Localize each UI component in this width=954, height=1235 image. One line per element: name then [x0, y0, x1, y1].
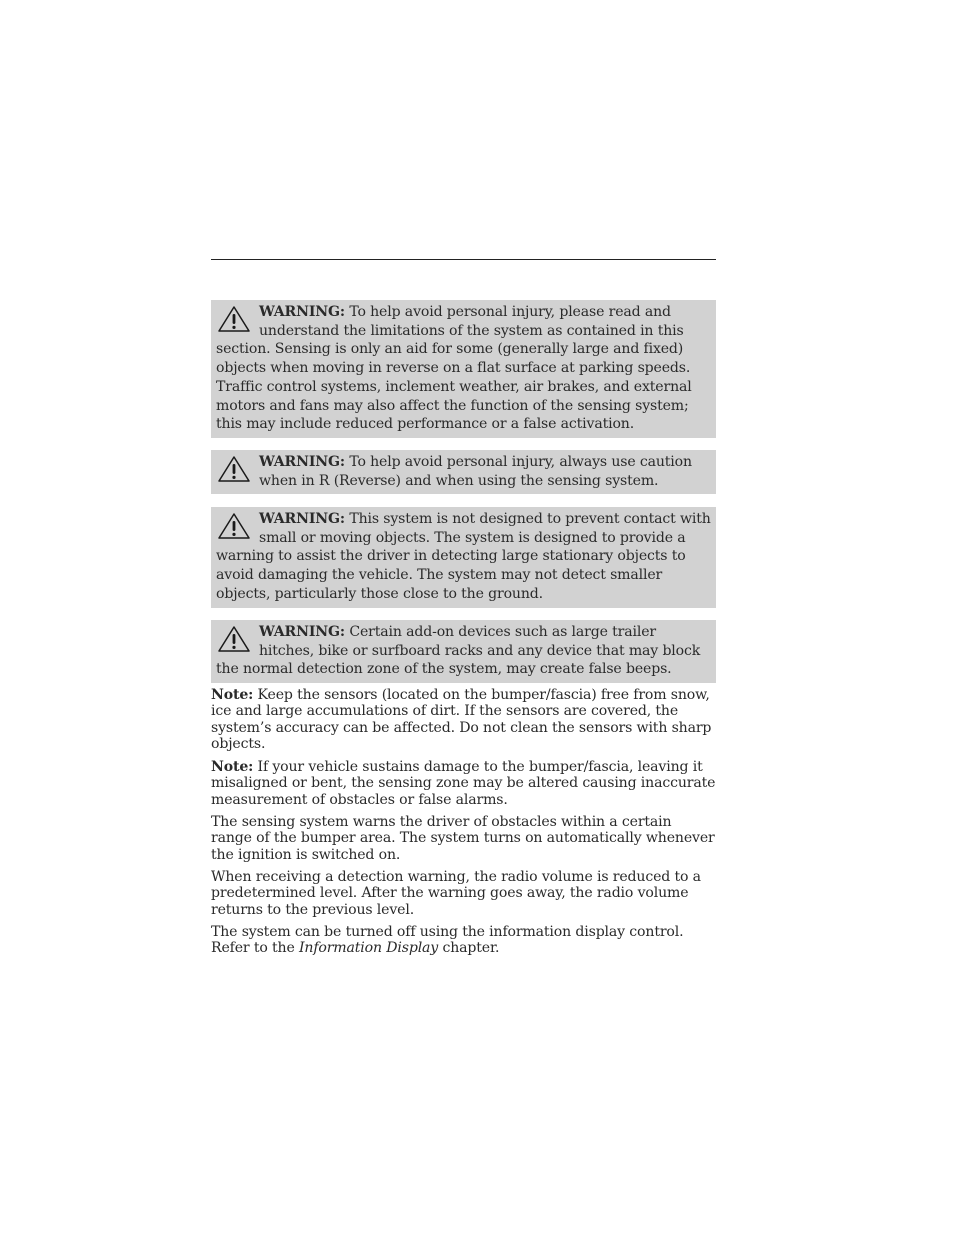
- chapter-reference: Information Display: [298, 940, 439, 957]
- note-label: Note:: [211, 759, 254, 775]
- warning-box-2: [211, 450, 716, 494]
- warning-label: WARNING:: [259, 624, 345, 640]
- warning-text: To help avoid personal injury, always use caution when in R (Reverse) and when using the sensing system.: [259, 454, 692, 489]
- note-label: Note:: [211, 687, 254, 703]
- note-text: If your vehicle sustains damage to the bumper/fascia, leaving it misaligned or bent, the sensing zone may be altered causing inaccurate measurement of obstacles or false alarms.: [211, 759, 716, 808]
- warning-triangle-icon: [217, 512, 253, 542]
- paragraph-turn-off: [211, 924, 716, 957]
- paragraph-text: The system can be turned off using the information display control. Refer to the: [211, 924, 684, 957]
- warning-triangle-icon: [217, 455, 253, 485]
- paragraph-text: chapter.: [438, 940, 500, 957]
- warning-label: WARNING:: [259, 454, 345, 470]
- paragraph-radio-volume: When receiving a detection warning, the radio volume is reduced to a predetermined level. After the warning goes away, the radio volume returns to the previous level.: [211, 869, 701, 918]
- warning-text: Certain add-on devices such as large trailer hitches, bike or surfboard racks and any device that may block the normal detection zone of the system, may create false beeps.: [216, 624, 701, 678]
- warning-triangle-icon: [217, 305, 253, 335]
- note-sensors-clean: [211, 687, 716, 753]
- warning-box-3: [211, 507, 716, 608]
- warning-label: WARNING:: [259, 511, 345, 527]
- paragraph-sensing-system: The sensing system warns the driver of obstacles within a certain range of the bumper area. The system turns on automatically whenever the ignition is switched on.: [211, 814, 715, 863]
- warning-text: To help avoid personal injury, please read and understand the limitations of the system as contained in this section. Sensing is only an aid for some (generally large and fixed) objects when moving in reverse on a flat surface at parking speeds. Traffic control systems, inclement weather, air brakes, and external motors and fans may also affect the function of the sensing system; this may include reduced performance or a false activation.: [216, 304, 692, 433]
- note-bumper-damage: [211, 759, 716, 808]
- warning-label: WARNING:: [259, 304, 345, 320]
- header-rule: [211, 259, 716, 260]
- warning-box-4: [211, 620, 716, 683]
- note-text: Keep the sensors (located on the bumper/fascia) free from snow, ice and large accumulations of dirt. If the sensors are covered, the system’s accuracy can be affected. Do not clean the sensors with sharp objects.: [211, 687, 712, 753]
- warning-box-1: [211, 300, 716, 438]
- warning-triangle-icon: [217, 625, 253, 655]
- warning-text: This system is not designed to prevent contact with small or moving objects. The system is designed to provide a warning to assist the driver in detecting large stationary objects to avoid damaging the vehicle. The system may not detect smaller objects, particularly those close to the ground.: [216, 511, 711, 602]
